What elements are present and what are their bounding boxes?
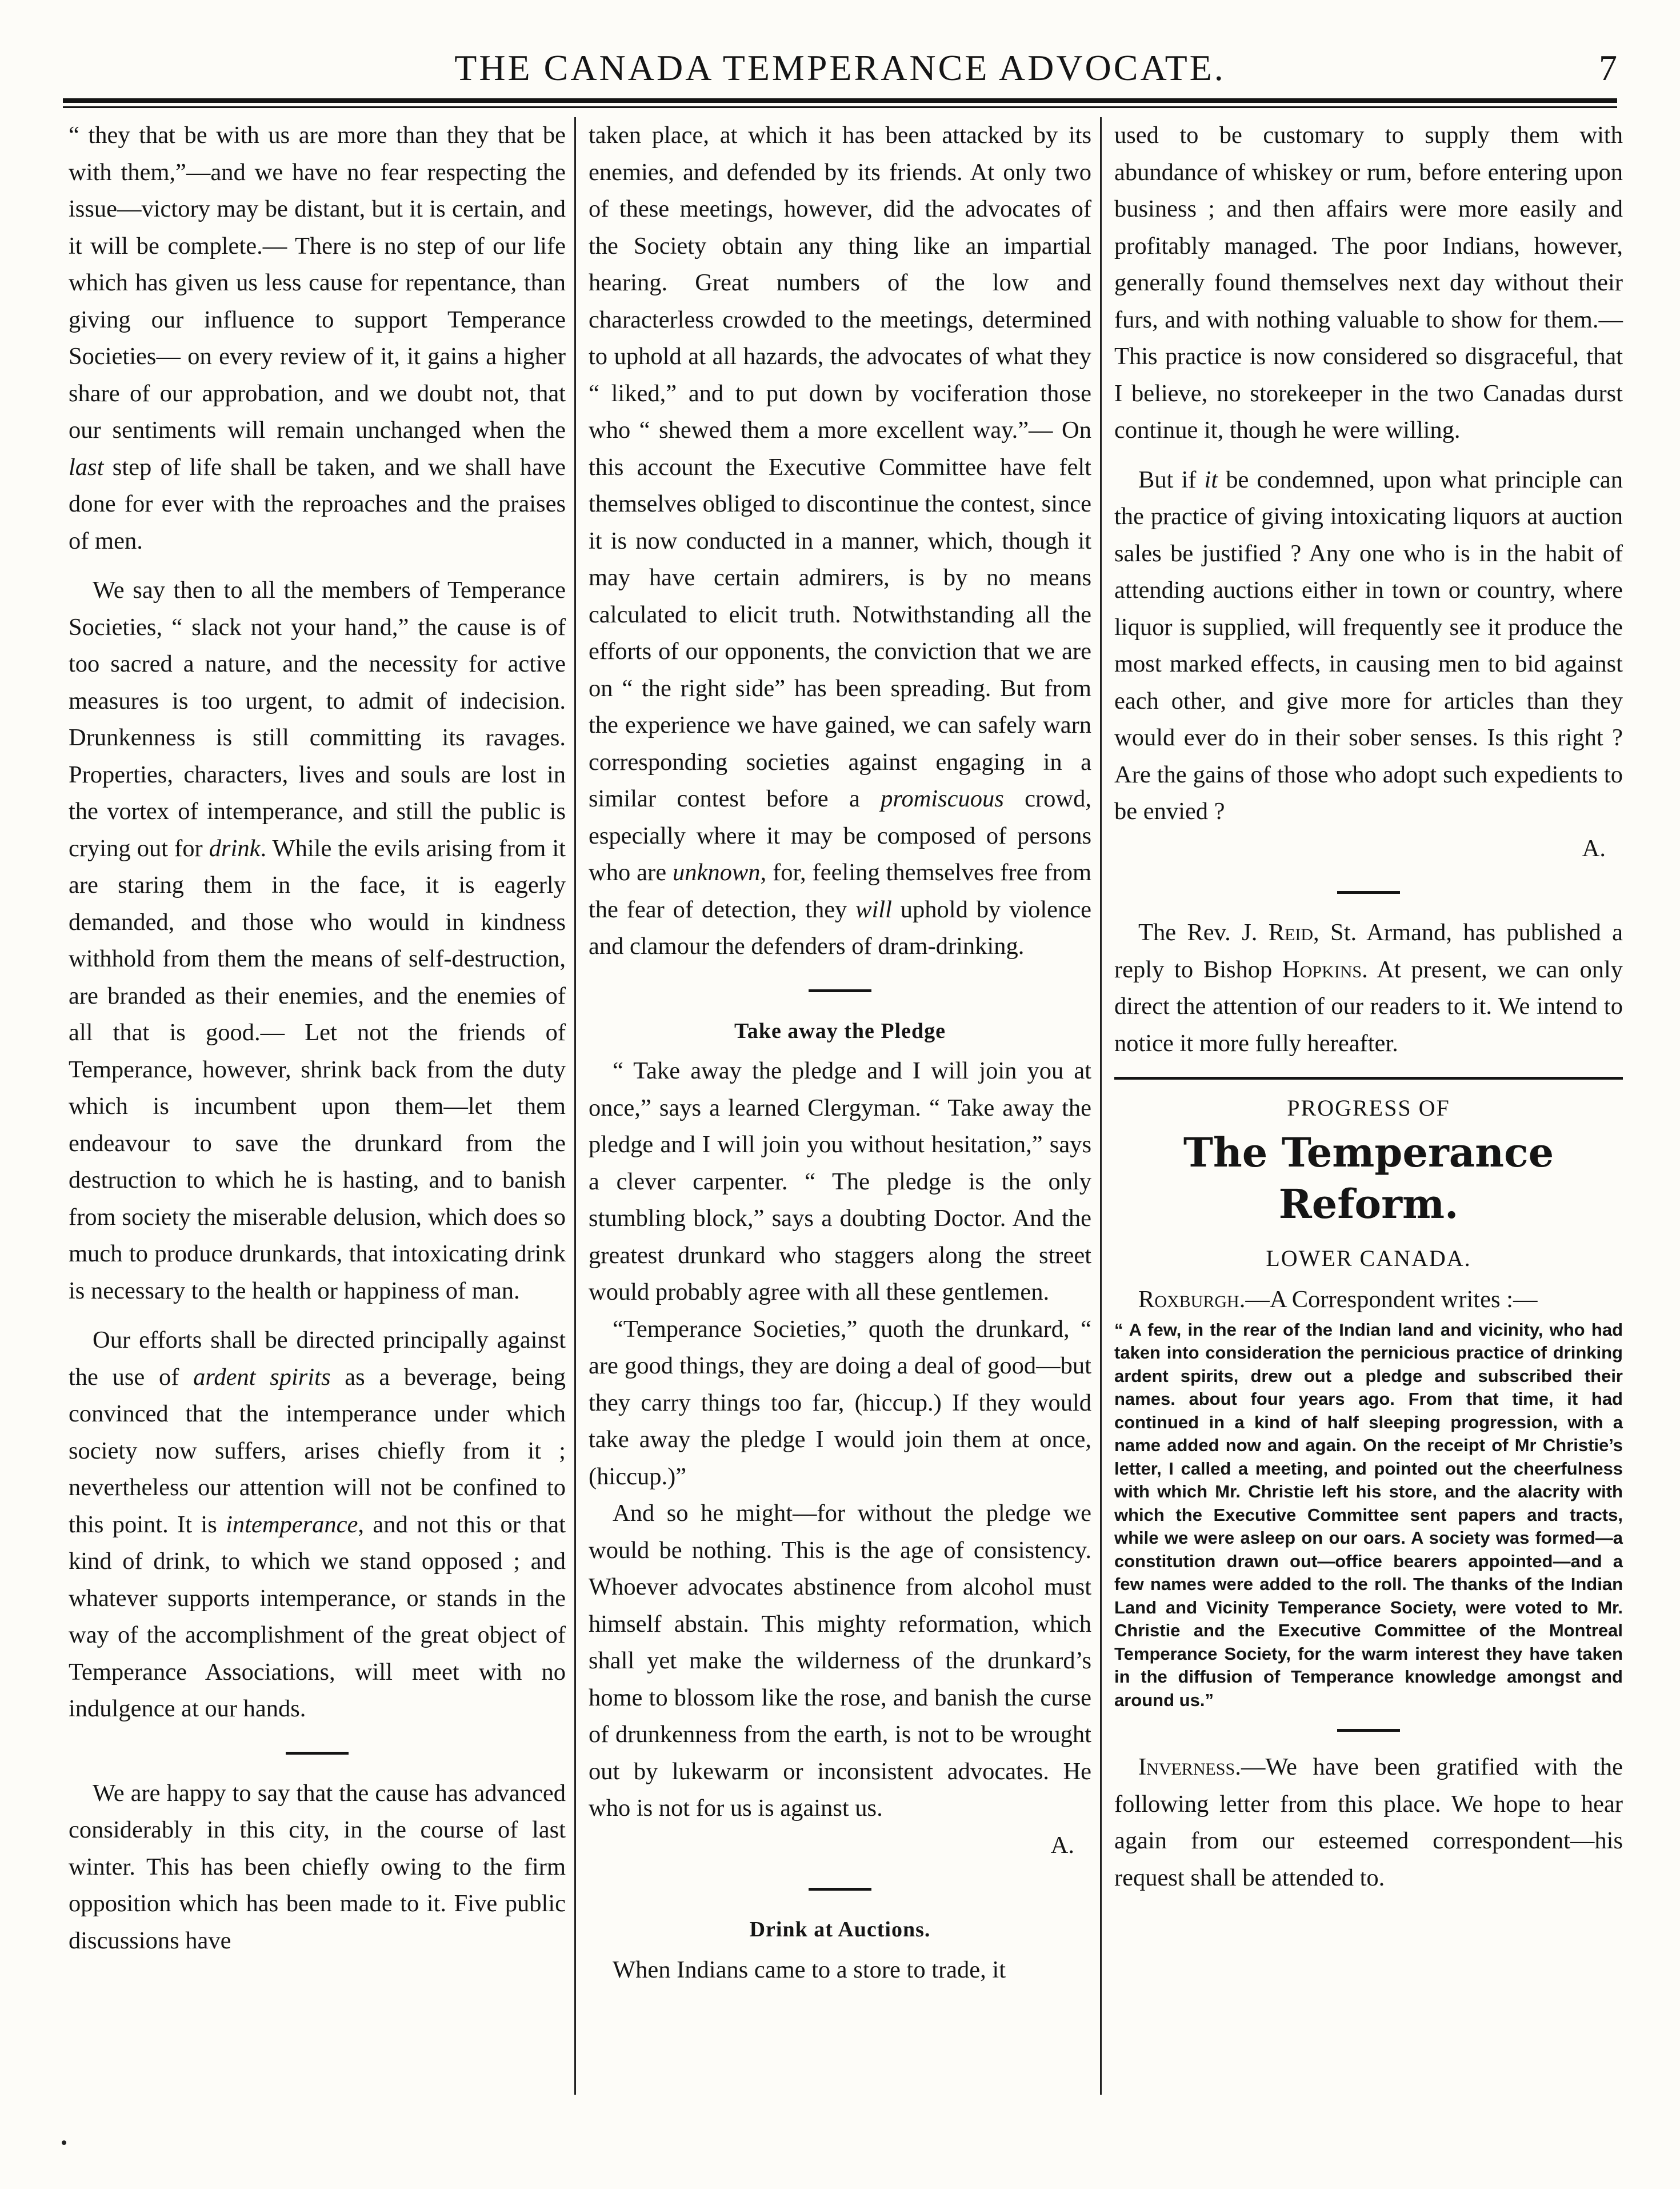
section-separator [1337, 891, 1400, 894]
col2-paragraph-1: taken place, at which it has been attacked by its enemies, and defended by its friends. At only two of these meetings, however, did the advocates of the Society obtain any thing like an impartial hearing. Great numbers of the low and characterless crowded to the meetings, determined to uphold at all hazards, the advocates of what they “ liked,” and to put down by vociferation those who “ shewed them a more excellent way.”— On this account the Executive Committee have felt themselves obliged to discontinue the contest, since it is now conducted in a manner, which, though it may have certain admirers, is by no means calculated to elicit truth. Notwithstanding all the efforts of our opponents, the conviction that we are on “ the right side” has been spreading. But from the experience we have gained, we can safely warn corresponding societies against engaging in a similar contest before a promiscuous crowd, especially where it may be composed of persons who are unknown, for, feeling themselves free from the fear of detection, they will uphold by violence and clamour the defenders of dram-drinking. [589, 122, 1092, 960]
col2-paragraph-5: When Indians came to a store to trade, it [613, 1956, 1006, 1983]
newspaper-title: THE CANADA TEMPERANCE ADVOCATE. [454, 47, 1226, 88]
column-divider-2 [1100, 117, 1102, 2095]
roxburgh-intro: Roxburgh.—A Correspondent writes :— [1138, 1286, 1538, 1313]
col3-paragraph-2: But if it be condemned, upon what principle can the practice of giving intoxicating liquors at auction sales be justified ? Any one who is in the habit of attending auctions either in town or country, where liquor is supplied, will frequently see it produce the most marked effects, in causing men to bid against each other, and give more for articles than they would ever do in their sober senses. Is this right ? Are the gains of those who adopt such expedients to be envied ? [1114, 466, 1623, 825]
progress-section [1114, 1077, 1623, 1896]
page-header [63, 47, 1617, 98]
inverness-paragraph: Inverness.—We have been gratified with the following letter from this place. We hope to hear again from our esteemed correspondent—his request shall be attended to. [1114, 1753, 1623, 1891]
column-2 [589, 117, 1091, 1988]
lower-canada-heading: LOWER CANADA. [1266, 1245, 1471, 1271]
article-heading-drink-at-auctions: Drink at Auctions. [749, 1918, 931, 1942]
column-3 [1114, 117, 1623, 1896]
header-rule [63, 98, 1617, 103]
col1-paragraph-2: We say then to all the members of Temperance Societies, “ slack not your hand,” the cause is of too sacred a nature, and the necessity for active measures is too urgent, to admit of indecision. Drunkenness is still committing its ravages. Properties, characters, lives and souls are lost in the vortex of intemperance, and still the public is crying out for drink. While the evils arising from it are staring them in the face, it is eagerly demanded, and those who would in kindness withhold from them the means of self-destruction, are branded as their enemies, and the enemies of all that is good.— Let not the friends of Temperance, however, shrink back from the duty which is incumbent upon them—let them endeavour to save the drunkard from the destruction to which he is hasting, and to banish from society the miserable delusion, which does so much to produce drunkards, that intoxicating drink is necessary to the health or happiness of man. [69, 577, 566, 1304]
page-number: 7 [1599, 47, 1617, 88]
temperance-reform-heading: The Temperance Reform. [1183, 1128, 1554, 1228]
header-rule-thin [63, 106, 1617, 108]
col2-paragraph-4: And so he might—for without the pledge we would be nothing. This is the age of consistency. Whoever advocates abstinence from alcohol must himself abstain. This mighty reformation, which shall yet make the wilderness of the drunkard’s home to blossom like the rose, and banish the curse of drunkenness from the earth, is not to be wrought out by lukewarm or inconsistent advocates. He who is not for us is against us. [589, 1500, 1091, 1821]
roxburgh-letter: “ A few, in the rear of the Indian land and vicinity, who had taken into consideration the pernicious practice of drinking ardent spirits, drew out a pledge and subscribed their names. about four years ago. From that time, it had continued in a kind of half sleeping progression, with a name added now and again. On the receipt of Mr Christie’s letter, I called a meeting, and pointed out the cheerfulness with which Mr. Christie left his store, and the alacrity with which the Executive Committee sent papers and tracts, while we were asleep on our oars. A society was formed—a constitution drawn out—office bearers appointed—and a few names were added to the roll. The thanks of the Indian Land and Vicinity Temperance Society, were voted to Mr. Christie and the Executive Committee of the Montreal Temperance Society, for the warm interest they have taken in the diffusion of Temperance knowledge amongst and around us.” [1114, 1319, 1623, 1710]
section-separator [809, 1888, 871, 1891]
signature: A. [1050, 1831, 1074, 1859]
progress-of-heading: PROGRESS OF [1287, 1095, 1450, 1121]
section-separator [286, 1752, 349, 1755]
col2-paragraph-2: “ Take away the pledge and I will join you at once,” says a learned Clergyman. “ Take away the pledge and I will join you without hesitation,” says a clever carpenter. “ The pledge is the only stumbling block,” says a doubting Doctor. And the greatest drunkard who staggers along the street would probably agree with all these gentlemen. [589, 1057, 1091, 1305]
col3-paragraph-3: The Rev. J. Reid, St. Armand, has published a reply to Bishop Hopkins. At present, we can only direct the attention of our readers to it. We intend to notice it more fully hereafter. [1114, 919, 1623, 1057]
col3-paragraph-1: used to be customary to supply them with abundance of whiskey or rum, before entering upon business ; and then affairs were more easily and profitably managed. The poor Indians, however, generally found themselves next day without their furs, and with nothing valuable to show for them.— This practice is now considered so disgraceful, that I believe, no storekeeper in the two Canadas durst continue it, though he were willing. [1114, 122, 1623, 444]
print-mark [62, 2140, 66, 2145]
section-separator [809, 989, 871, 992]
article-heading-take-away-pledge: Take away the Pledge [734, 1018, 946, 1043]
column-divider-1 [574, 117, 576, 2095]
col1-paragraph-3: Our efforts shall be directed principally against the use of ardent spirits as a beverage, being convinced that the intemperance under which society now suffers, arises chiefly from it ; nevertheless our attention will not be confined to this point. It is intemperance, and not this or that kind of drink, to which we stand opposed ; and whatever supports intemperance, or stands in the way of the accomplishment of the great object of Temperance Associations, will meet with no indulgence at our hands. [69, 1327, 566, 1722]
col1-paragraph-1: “ they that be with us are more than they that be with them,”—and we have no fear respecting the issue—victory may be distant, but it is certain, and it will be complete.— There is no step of our life which has given us less cause for repentance, than giving our influence to support Temperance Societies— on every review of it, it gains a higher share of our approbation, and we doubt not, that our sentiments will remain unchanged when the last step of life shall be taken, and we shall have done for ever with the reproaches and the praises of men. [69, 122, 566, 554]
col1-paragraph-4: We are happy to say that the cause has advanced considerably in this city, in the course of last winter. This has been chiefly owing to the firm opposition which has been made to it. Five public discussions have [69, 1779, 566, 1954]
section-separator [1337, 1729, 1400, 1732]
signature: A. [1582, 834, 1606, 862]
col2-paragraph-3: “Temperance Societies,” quoth the drunkard, “ are good things, they are doing a deal of good—but they carry things too far, (hiccup.) If they would take away the pledge I would join them at once, (hiccup.)” [589, 1315, 1091, 1490]
column-1 [69, 117, 566, 1959]
